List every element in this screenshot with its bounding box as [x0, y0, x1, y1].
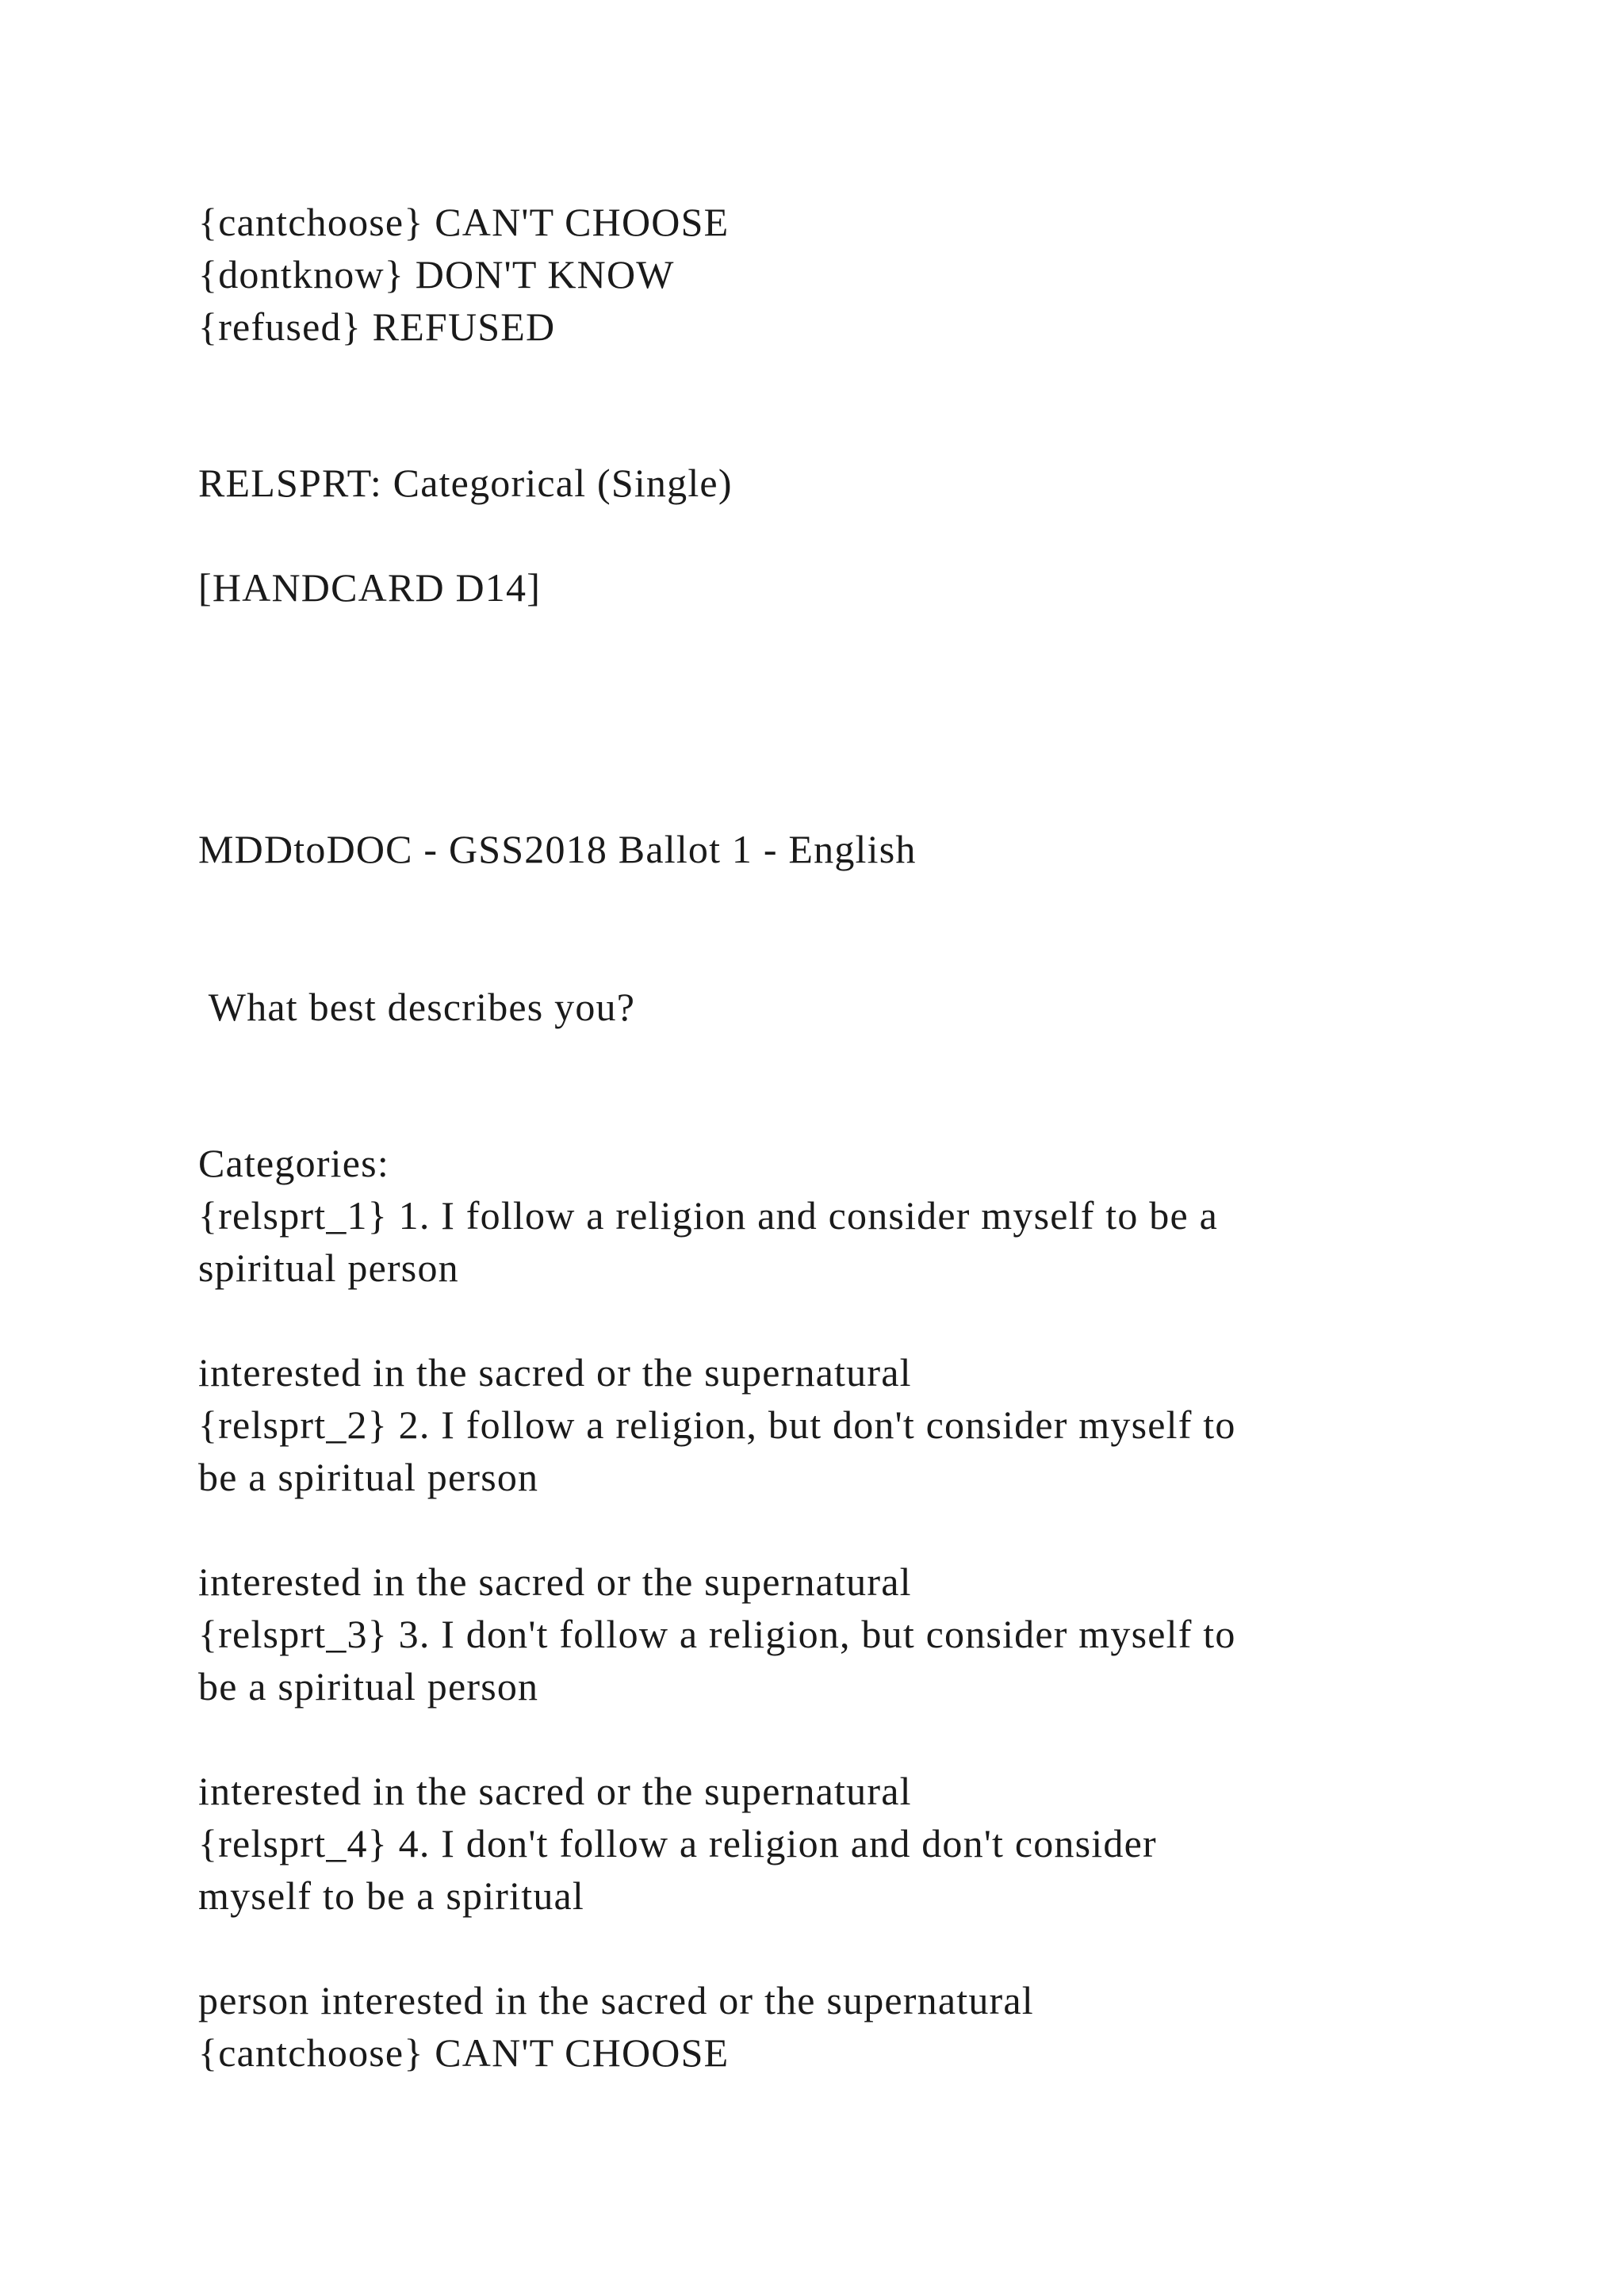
- category-1-line-3: interested in the sacred or the supernatural: [198, 1350, 912, 1395]
- question-prompt: What best describes you?: [198, 985, 636, 1029]
- category-2-line-1: {relsprt_2} 2. I follow a religion, but don't consider myself to: [198, 1402, 1236, 1447]
- category-3-line-3: interested in the sacred or the supernatural: [198, 1769, 912, 1813]
- handcard-label: [HANDCARD D14]: [198, 565, 542, 610]
- document-title: MDDtoDOC - GSS2018 Ballot 1 - English: [198, 827, 917, 871]
- option-refused: {refused} REFUSED: [198, 304, 556, 349]
- categories-heading: Categories:: [198, 1141, 389, 1185]
- category-4-line-1: {relsprt_4} 4. I don't follow a religion and don't consider: [198, 1821, 1157, 1866]
- category-4-line-2: myself to be a spiritual: [198, 1873, 585, 1918]
- category-3-line-1: {relsprt_3} 3. I don't follow a religion, but consider myself to: [198, 1612, 1236, 1656]
- option-dontknow: {dontknow} DON'T KNOW: [198, 252, 675, 297]
- option-cantchoose-bottom: {cantchoose} CAN'T CHOOSE: [198, 2030, 730, 2075]
- variable-line: RELSPRT: Categorical (Single): [198, 461, 733, 505]
- category-1-line-1: {relsprt_1} 1. I follow a religion and consider myself to be a: [198, 1193, 1218, 1238]
- category-2-line-3: interested in the sacred or the supernatural: [198, 1559, 912, 1604]
- category-4-line-3: person interested in the sacred or the supernatural: [198, 1978, 1034, 2022]
- category-1-line-2: spiritual person: [198, 1246, 459, 1290]
- category-3-line-2: be a spiritual person: [198, 1664, 539, 1709]
- category-2-line-2: be a spiritual person: [198, 1455, 539, 1499]
- option-cantchoose: {cantchoose} CAN'T CHOOSE: [198, 200, 730, 244]
